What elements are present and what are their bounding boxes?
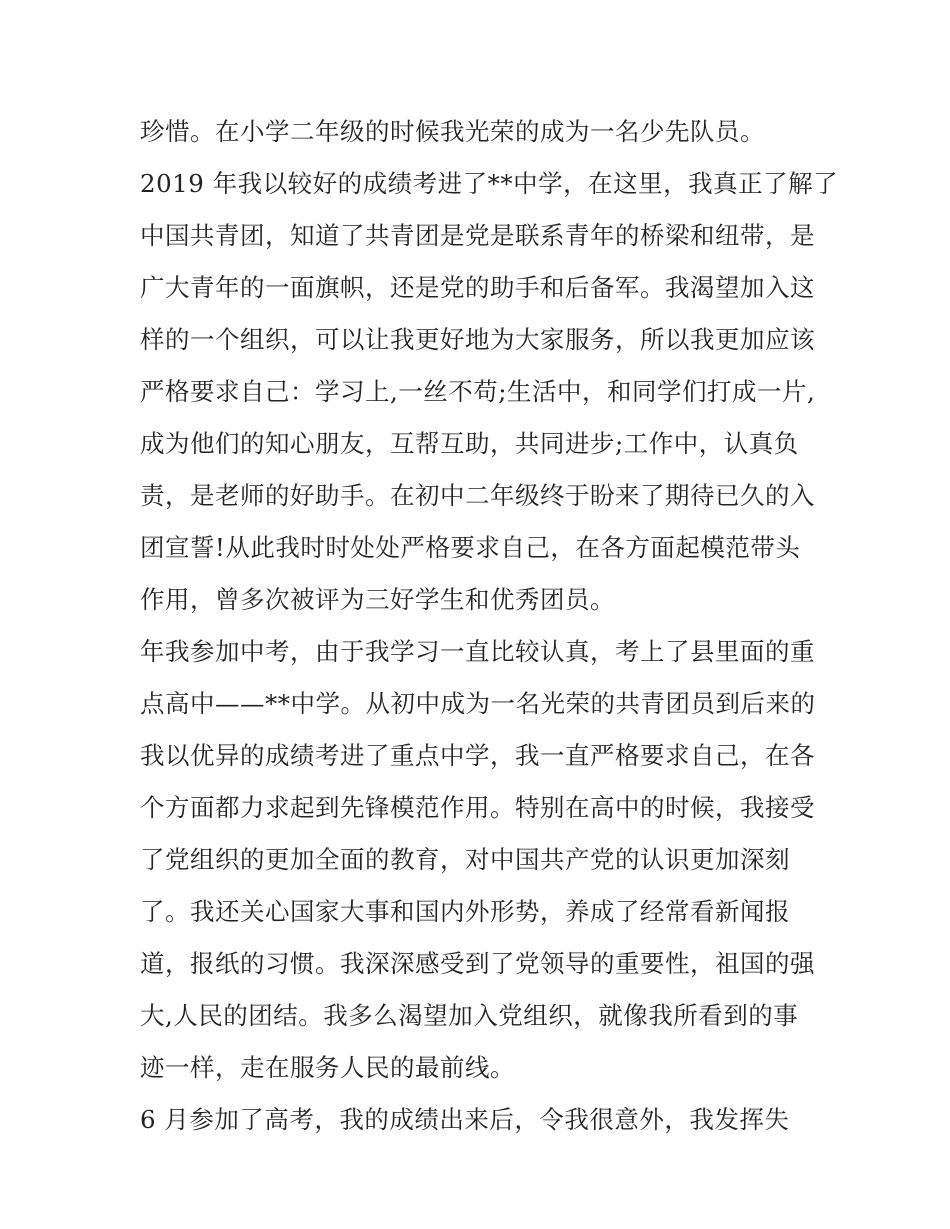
text-line: 了。我还关心国家大事和国内外形势，养成了经常看新闻报 (140, 897, 790, 926)
text-line: 中国共青团，知道了共青团是党是联系青年的桥梁和纽带，是 (140, 221, 815, 250)
text-line: 了党组织的更加全面的教育，对中国共产党的认识更加深刻 (140, 845, 790, 874)
text-line: 作用，曾多次被评为三好学生和优秀团员。 (140, 585, 615, 614)
text-line: 责，是老师的好助手。在初中二年级终于盼来了期待已久的入 (140, 481, 815, 510)
text-line: 团宣誓!从此我时时处处严格要求自己，在各方面起模范带头 (140, 533, 801, 562)
text-line: 我以优异的成绩考进了重点中学，我一直严格要求自己，在各 (140, 741, 815, 770)
text-line: 大,人民的团结。我多么渴望加入党组织，就像我所看到的事 (140, 1001, 799, 1030)
text-line: 严格要求自己：学习上,一丝不苟;生活中，和同学们打成一片, (140, 377, 816, 406)
body-text (140, 106, 839, 1146)
text-line: 道，报纸的习惯。我深深感受到了党领导的重要性，祖国的强 (140, 949, 815, 978)
text-line: 6 月参加了高考，我的成绩出来后，令我很意外，我发挥失 (140, 1105, 790, 1134)
text-line: 年我参加中考，由于我学习一直比较认真，考上了县里面的重 (140, 637, 815, 666)
text-line: 迹一样，走在服务人民的最前线。 (140, 1053, 515, 1082)
text-line: 点高中——**中学。从初中成为一名光荣的共青团员到后来的 (140, 689, 816, 718)
text-line: 广大青年的一面旗帜，还是党的助手和后备军。我渴望加入这 (140, 273, 815, 302)
text-line: 样的一个组织，可以让我更好地为大家服务，所以我更加应该 (140, 325, 815, 354)
text-line: 2019 年我以较好的成绩考进了**中学，在这里，我真正了解了 (140, 169, 839, 198)
text-line: 成为他们的知心朋友，互帮互助，共同进步;工作中，认真负 (140, 429, 799, 458)
text-line: 珍惜。在小学二年级的时候我光荣的成为一名少先队员。 (140, 117, 765, 146)
text-line: 个方面都力求起到先锋模范作用。特别在高中的时候，我接受 (140, 793, 815, 822)
